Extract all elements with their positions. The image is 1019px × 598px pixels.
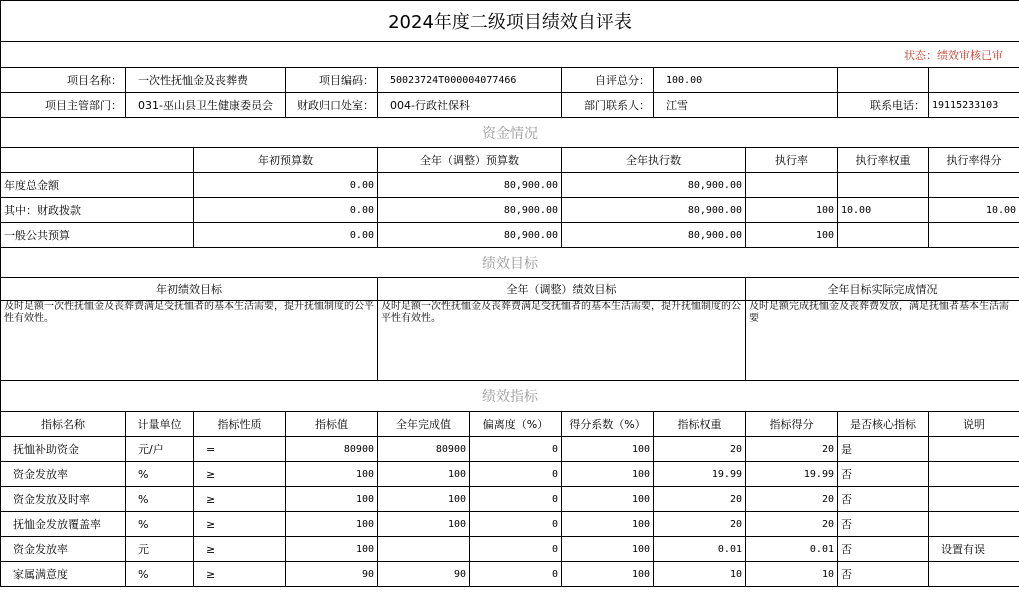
indicator-cell: 0.01 (654, 537, 746, 562)
indicator-cell: 100 (378, 462, 470, 487)
indicator-cell (929, 437, 1019, 462)
indicator-cell: 80900 (378, 437, 470, 462)
funds-cell: 80,900.00 (378, 198, 562, 223)
funds-header: 执行率权重 (838, 148, 929, 173)
funds-row-label: 其中：财政拨款 (1, 198, 194, 223)
funds-header: 年初预算数 (194, 148, 378, 173)
status-badge: 状态：绩效审核已审 (1, 42, 1019, 68)
indicator-cell: 元/户 (126, 437, 194, 462)
indicator-cell: % (126, 487, 194, 512)
funds-row-label: 年度总金额 (1, 173, 194, 198)
indicator-cell: 19.99 (746, 462, 838, 487)
empty-cell (1, 148, 194, 173)
indicator-cell: 90 (378, 562, 470, 587)
finance-label: 财政归口处室： (286, 93, 378, 118)
indicator-cell: 否 (838, 487, 929, 512)
indicator-cell: 抚恤补助资金 (1, 437, 126, 462)
adjusted-goal-text: 及时足额一次性抚恤金及丧葬费满足受抚恤者的基本生活需要，提升抚恤制度的公平性有效性。 (378, 301, 746, 381)
table-row (1, 462, 1019, 487)
indicator-cell (929, 512, 1019, 537)
indicator-cell: 100 (562, 437, 654, 462)
indicator-cell: ≥ (194, 562, 286, 587)
indicator-cell: 资金发放率 (1, 537, 126, 562)
funds-cell (929, 223, 1019, 248)
indicator-cell (929, 487, 1019, 512)
funds-cell (838, 223, 929, 248)
indicator-cell: 0 (470, 487, 562, 512)
indicator-cell: 20 (654, 512, 746, 537)
initial-goal-text: 及时足额一次性抚恤金及丧葬费满足受抚恤者的基本生活需要，提升抚恤制度的公平性有效性。 (1, 301, 378, 381)
indicator-cell: 10 (746, 562, 838, 587)
indicator-cell: 10 (654, 562, 746, 587)
funds-cell: 80,900.00 (378, 173, 562, 198)
phone-label: 联系电话： (838, 93, 929, 118)
indicator-cell: % (126, 462, 194, 487)
indicator-cell: 否 (838, 512, 929, 537)
goals-header: 全年目标实际完成情况 (746, 278, 1019, 301)
contact-label: 部门联系人： (562, 93, 654, 118)
funds-row (1, 198, 1019, 223)
indicator-cell: ≥ (194, 487, 286, 512)
indicator-header: 得分系数（%） (562, 412, 654, 437)
indicator-cell: ≥ (194, 462, 286, 487)
indicator-header: 是否核心指标 (838, 412, 929, 437)
project-name-value: 一次性抚恤金及丧葬费 (126, 68, 286, 93)
page-title: 2024年度二级项目绩效自评表 (1, 1, 1019, 42)
funds-cell (929, 173, 1019, 198)
self-score-label: 自评总分： (562, 68, 654, 93)
indicator-cell: 80900 (286, 437, 378, 462)
funds-cell (838, 173, 929, 198)
indicator-cell: 100 (562, 537, 654, 562)
indicator-cell: = (194, 437, 286, 462)
indicator-cell (929, 462, 1019, 487)
indicator-cell: 100 (286, 487, 378, 512)
funds-header: 执行率得分 (929, 148, 1019, 173)
goals-section-title: 绩效目标 (1, 248, 1019, 278)
funds-section-title: 资金情况 (1, 118, 1019, 148)
indicator-cell: 0 (470, 437, 562, 462)
indicator-cell: 100 (562, 562, 654, 587)
indicators-body (1, 437, 1019, 587)
indicator-cell: 100 (286, 512, 378, 537)
funds-cell: 10.00 (929, 198, 1019, 223)
indicator-cell: 0 (470, 462, 562, 487)
goals-header: 全年（调整）绩效目标 (378, 278, 746, 301)
funds-cell: 80,900.00 (562, 198, 746, 223)
funds-cell: 80,900.00 (562, 173, 746, 198)
contact-value: 江雪 (654, 93, 838, 118)
finance-value: 004-行政社保科 (378, 93, 562, 118)
table-row (1, 437, 1019, 462)
indicator-cell: 20 (746, 512, 838, 537)
indicator-cell: 0 (470, 512, 562, 537)
empty-cell (929, 68, 1019, 93)
empty-cell (838, 68, 929, 93)
project-name-label: 项目名称： (1, 68, 126, 93)
indicator-cell: 元 (126, 537, 194, 562)
actual-completion-text: 及时足额完成抚恤金及丧葬费发放，满足抚恤者基本生活需要 (746, 301, 1019, 381)
funds-cell: 10.00 (838, 198, 929, 223)
funds-cell: 0.00 (194, 173, 378, 198)
indicator-cell: 资金发放及时率 (1, 487, 126, 512)
indicator-cell: % (126, 562, 194, 587)
table-row (1, 537, 1019, 562)
funds-cell: 100 (746, 223, 838, 248)
indicator-header: 指标名称 (1, 412, 126, 437)
indicator-cell: 90 (286, 562, 378, 587)
funds-row (1, 173, 1019, 198)
table-row (1, 512, 1019, 537)
dept-label: 项目主管部门： (1, 93, 126, 118)
indicator-cell: 0.01 (746, 537, 838, 562)
indicator-header: 指标性质 (194, 412, 286, 437)
indicator-header: 指标得分 (746, 412, 838, 437)
indicator-cell: 100 (378, 487, 470, 512)
indicator-cell (378, 537, 470, 562)
indicator-cell (929, 562, 1019, 587)
indicator-cell: 否 (838, 537, 929, 562)
indicator-cell: 家属满意度 (1, 562, 126, 587)
indicators-section-title: 绩效指标 (1, 381, 1019, 412)
funds-header: 全年执行数 (562, 148, 746, 173)
indicator-cell: 资金发放率 (1, 462, 126, 487)
indicator-cell: 0 (470, 537, 562, 562)
indicator-cell: 20 (654, 437, 746, 462)
self-score-value: 100.00 (654, 68, 838, 93)
funds-header: 全年（调整）预算数 (378, 148, 562, 173)
project-code-label: 项目编码： (286, 68, 378, 93)
indicator-header: 指标权重 (654, 412, 746, 437)
indicator-cell: 100 (286, 462, 378, 487)
funds-header: 执行率 (746, 148, 838, 173)
indicator-cell: ≥ (194, 512, 286, 537)
indicator-cell: 否 (838, 462, 929, 487)
indicator-cell: 100 (562, 462, 654, 487)
project-code-value: 50023724T000004077466 (378, 68, 562, 93)
indicator-cell: 100 (378, 512, 470, 537)
funds-cell: 0.00 (194, 198, 378, 223)
indicator-cell: 20 (746, 437, 838, 462)
funds-row-label: 一般公共预算 (1, 223, 194, 248)
indicator-cell: 100 (562, 512, 654, 537)
indicator-cell: 0 (470, 562, 562, 587)
indicator-header: 计量单位 (126, 412, 194, 437)
funds-cell: 80,900.00 (562, 223, 746, 248)
indicator-cell: 20 (654, 487, 746, 512)
funds-cell: 80,900.00 (378, 223, 562, 248)
indicator-cell: 19.99 (654, 462, 746, 487)
dept-value: 031-巫山县卫生健康委员会 (126, 93, 286, 118)
funds-cell: 100 (746, 198, 838, 223)
goals-header: 年初绩效目标 (1, 278, 378, 301)
indicator-cell: % (126, 512, 194, 537)
indicator-cell: 20 (746, 487, 838, 512)
indicator-cell: 是 (838, 437, 929, 462)
phone-value: 19115233103 (929, 93, 1019, 118)
funds-cell: 0.00 (194, 223, 378, 248)
indicator-cell: 100 (562, 487, 654, 512)
funds-cell (746, 173, 838, 198)
indicator-header: 指标值 (286, 412, 378, 437)
funds-row (1, 223, 1019, 248)
indicator-cell: 设置有误 (929, 537, 1019, 562)
table-row (1, 487, 1019, 512)
indicator-header: 偏离度（%） (470, 412, 562, 437)
indicator-header: 说明 (929, 412, 1019, 437)
indicators-header-row (1, 412, 1019, 437)
indicator-header: 全年完成值 (378, 412, 470, 437)
indicator-cell: 抚恤金发放覆盖率 (1, 512, 126, 537)
table-row (1, 562, 1019, 587)
indicator-cell: 100 (286, 537, 378, 562)
indicator-cell: 否 (838, 562, 929, 587)
indicator-cell: ≥ (194, 537, 286, 562)
